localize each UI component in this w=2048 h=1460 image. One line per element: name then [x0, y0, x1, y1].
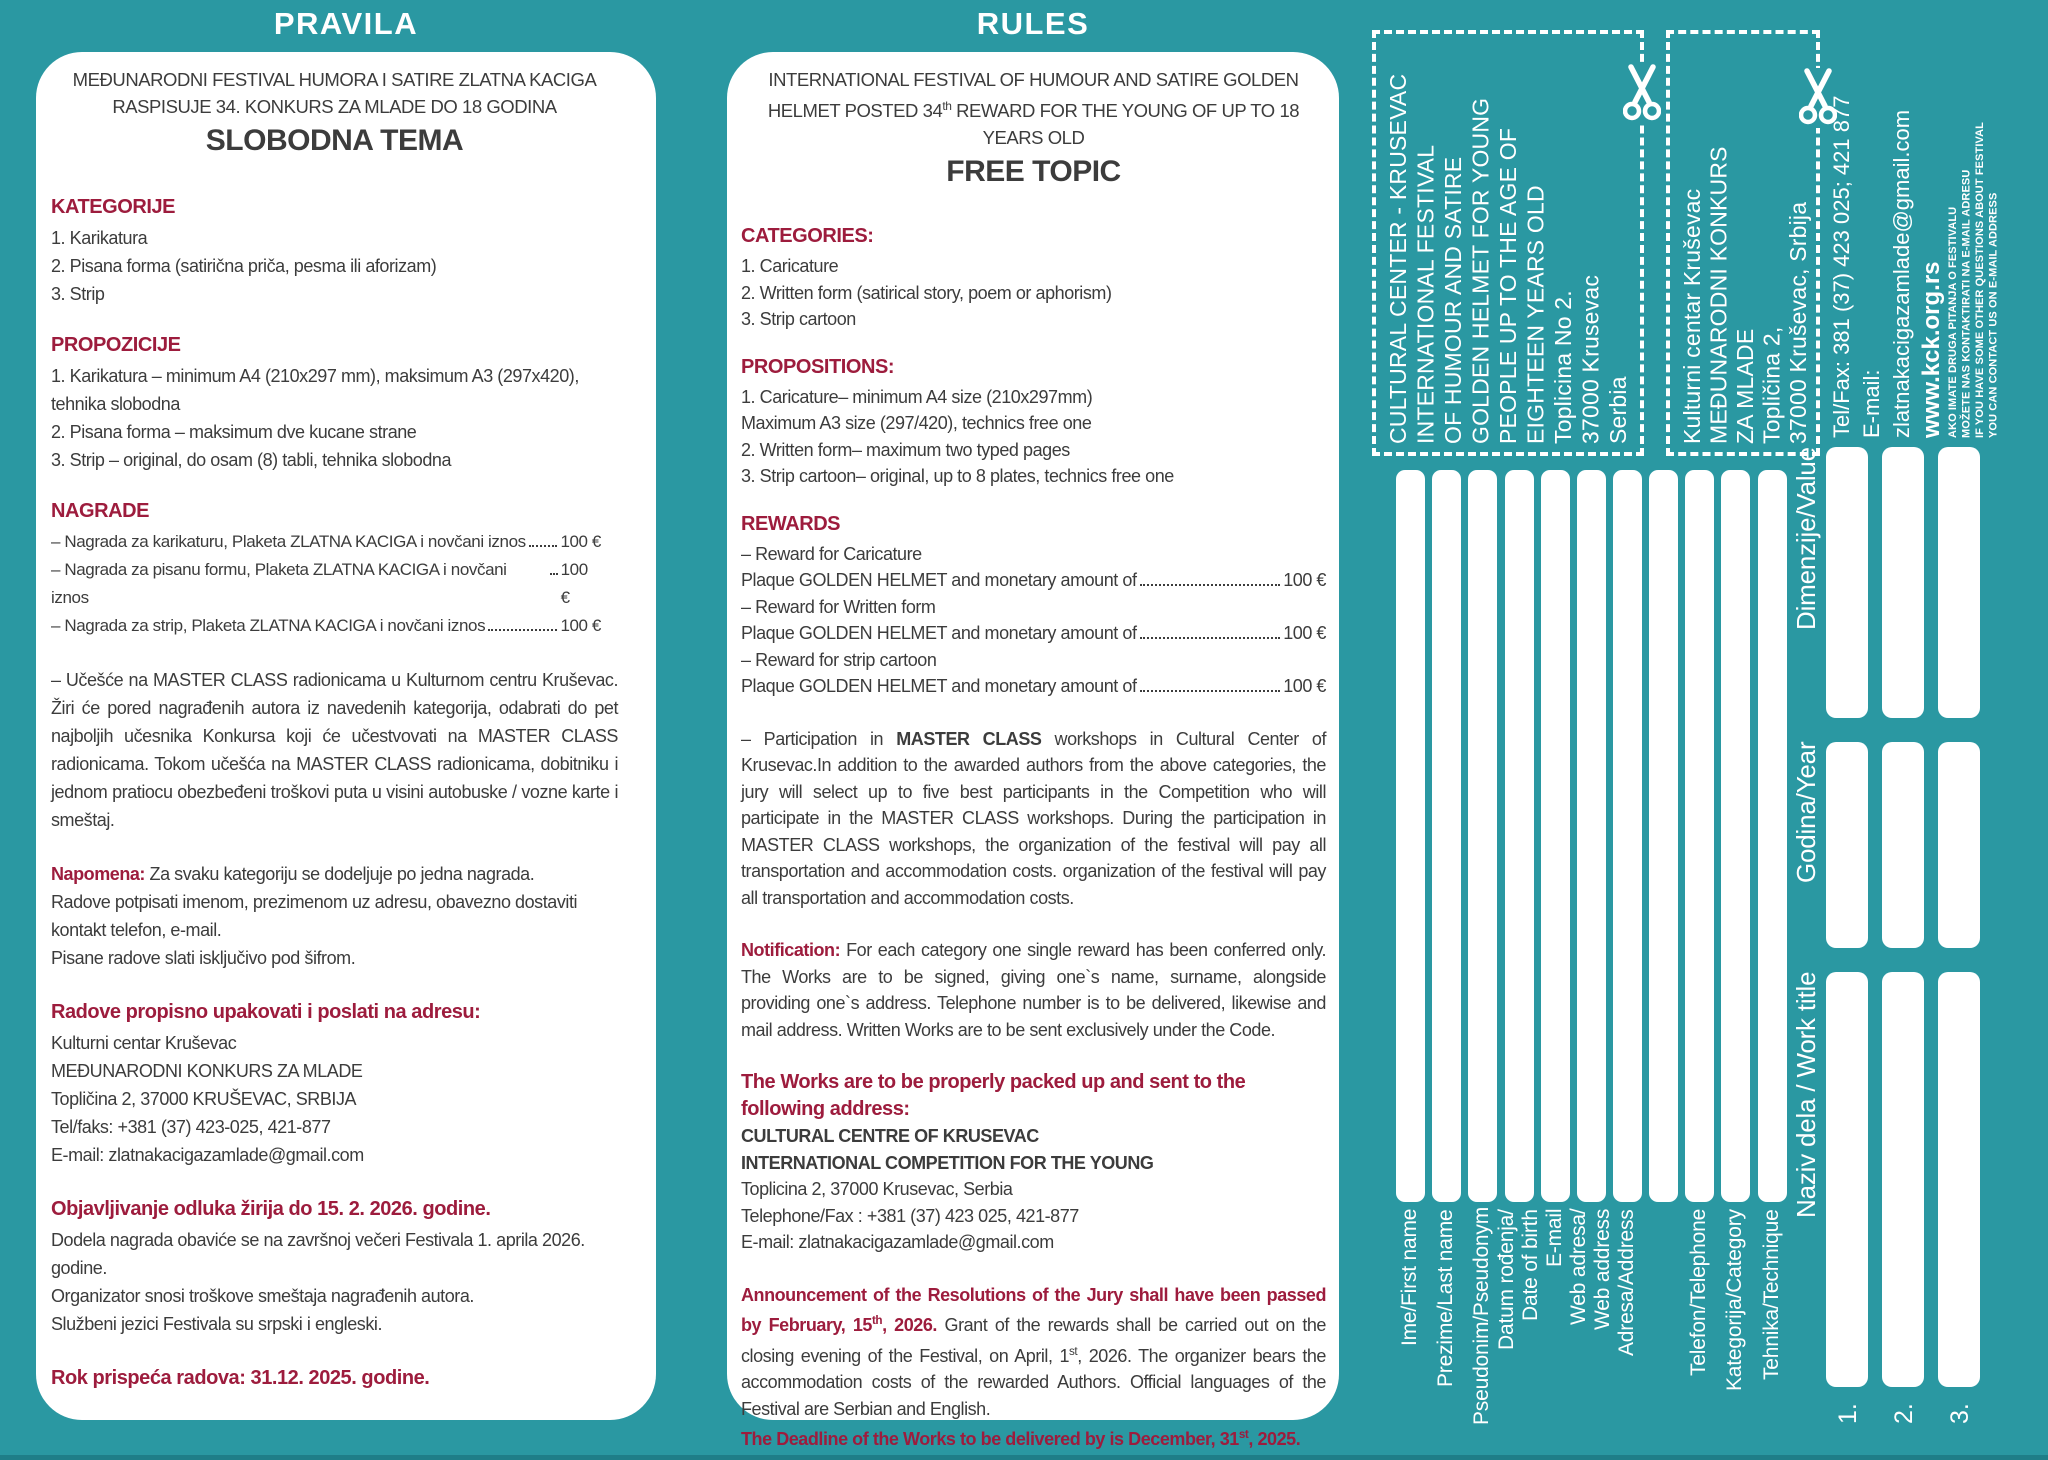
odluke-line: Dodela nagrada obaviće se na završnoj večeri Festivala 1. aprila 2026. godine.	[51, 1230, 585, 1278]
mailing-label-line: CULTURAL CENTER - KRUSEVAC	[1385, 73, 1411, 444]
mailing-label-line: Topličina 2,	[1758, 326, 1785, 444]
contact-note-line: AKO IMATE DRUGA PITANJA O FESTIVALU	[1947, 206, 1959, 438]
mailing-label-sr-text	[1670, 34, 1816, 452]
propositions-item: Maximum A3 size (297/420), technics free one	[741, 413, 1092, 434]
adresa-line: Topličina 2, 37000 KRUŠEVAC, SRBIJA	[51, 1089, 357, 1109]
rules-intro-line1: INTERNATIONAL FESTIVAL OF HUMOUR AND SATIRE GOLDEN	[768, 69, 1299, 90]
reward-text: Plaque GOLDEN HELMET and monetary amount of	[741, 570, 1137, 591]
napomena-line: Pisane radove slati isključivo pod šifrom.	[51, 948, 356, 968]
form-field-bar[interactable]	[1758, 470, 1787, 1202]
contact-website: www.kck.org.rs	[1918, 261, 1945, 438]
contact-tel: Tel/Fax: 381 (37) 423 025; 421 877	[1829, 95, 1854, 438]
notification-text: For each category one single reward has been conferred only. The Works are to be signed, giving one`s name, surname, alongside providing one`s address. Telephone number is to be delivered, likewise and mail address. Written Works are to be sent exclusively under the Code.	[741, 940, 1326, 1040]
contact-note-line: IF YOU HAVE SOME OTHER QUESTIONS ABOUT FESTIVAL	[1974, 122, 1986, 438]
ordinal-sup: th	[871, 1314, 883, 1328]
mailing-label-en-text	[1376, 34, 1640, 452]
mailing-label-line: Kulturni centar Kruševac	[1679, 188, 1705, 444]
nagrada-amount: 100 €	[560, 560, 588, 607]
propozicije-item: 3. Strip – original, do osam (8) tabli, tehnika slobodna	[51, 450, 452, 470]
form-field-label: Tehnika/Technique	[1760, 1209, 1783, 1380]
reward-line	[741, 567, 1326, 594]
ordinal-sup: st	[1069, 1344, 1078, 1358]
pravila-panel	[36, 52, 656, 1420]
deadline-line: The Deadline of the Works to be delivered by is December, 31st, 2025.	[741, 1428, 1301, 1450]
dot-leader	[550, 573, 558, 575]
works-address-line: Toplicina 2, 37000 Krusevac, Serbia	[741, 1179, 1013, 1200]
odluke-line: Službeni jezici Festivala su srpski i engleski.	[51, 1314, 382, 1334]
form-field-bar[interactable]	[1577, 470, 1606, 1202]
nagrada-text: – Nagrada za strip, Plaketa ZLATNA KACIGA i novčani iznos	[51, 616, 486, 635]
napomena-text: Za svaku kategoriju se dodeljuje po jedna nagrada.	[144, 864, 535, 884]
mailing-label-sr	[1666, 30, 1820, 456]
dot-leader	[529, 545, 558, 547]
contact-note-line: YOU CAN CONTACT US ON E-MAIL ADDRESS	[1987, 192, 2000, 438]
master-class-bold: MASTER CLASS	[896, 728, 1042, 749]
form-field-label: Adresa/Address	[1615, 1209, 1638, 1356]
reward-line	[741, 673, 1326, 700]
form-field-label: Telefon/Telephone	[1687, 1209, 1710, 1377]
work-entry-box[interactable]	[1882, 447, 1924, 718]
categories-item: 2. Written form (satirical story, poem or aphorism)	[741, 282, 1112, 303]
form-field-label: Prezime/Last name	[1434, 1209, 1457, 1387]
mailing-label-line: PEOPLE UP TO THE AGE OF	[1495, 127, 1521, 444]
reward-item: – Reward for Written form	[741, 596, 936, 617]
pravila-intro-line2: RASPISUJE 34. KONKURS ZA MLADE DO 18 GODINA	[112, 96, 557, 117]
mailing-label-line: MEĐUNARODNI KONKURS	[1705, 146, 1732, 444]
mailing-label-line: GOLDEN HELMET FOR YOUNG	[1467, 97, 1494, 444]
form-field-label: Kategorija/Category	[1723, 1209, 1746, 1391]
rules-intro-line3: YEARS OLD	[982, 127, 1085, 149]
ordinal-sup: st	[1238, 1428, 1249, 1442]
form-field-bar[interactable]	[1613, 470, 1642, 1202]
adresa-line: Kulturni centar Kruševac	[51, 1033, 237, 1053]
categories-heading: CATEGORIES:	[741, 225, 874, 248]
rok-heading: Rok prispeća radova: 31.12. 2025. godine.	[51, 1367, 430, 1389]
form-field-bar[interactable]	[1685, 470, 1714, 1202]
adresa-line: E-mail: zlatnakacigazamlade@gmail.com	[51, 1145, 364, 1165]
pravila-intro	[51, 66, 618, 162]
mailing-label-line: 37000 Kruševac, Srbija	[1785, 201, 1811, 444]
reward-item: – Reward for strip cartoon	[741, 649, 937, 670]
propositions-item: 2. Written form– maximum two typed pages	[741, 439, 1070, 460]
work-entry-box[interactable]	[1826, 972, 1868, 1387]
adresa-line: Tel/faks: +381 (37) 423-025, 421-877	[51, 1117, 331, 1137]
odluke-heading: Objavljivanje odluka žirija do 15. 2. 2026. godine.	[51, 1198, 491, 1220]
form-field-label: Datum rođenja/ Date of birth	[1495, 1209, 1542, 1350]
propositions-heading: PROPOSITIONS:	[741, 355, 895, 378]
notification-label: Notification:	[741, 940, 841, 961]
nagrada-amount: 100 €	[560, 616, 601, 635]
works-address-heading: The Works are to be properly packed up and sent to the following address:	[741, 1071, 1246, 1121]
nagrada-line	[51, 528, 601, 556]
rules-panel	[727, 52, 1339, 1450]
bottom-edge	[0, 1455, 2048, 1460]
nagrade-heading: NAGRADE	[51, 500, 149, 522]
work-entry-number: 1.	[1834, 1403, 1862, 1424]
mailing-label-line: Serbia	[1605, 376, 1631, 444]
napomena-line: Radove potpisati imenom, prezimenom uz adresu, obavezno dostaviti kontakt telefon, e-mail.	[51, 892, 578, 940]
odluke-line: Organizator snosi troškove smeštaja nagrađenih autora.	[51, 1286, 474, 1306]
mailing-label-line: Toplicina No 2.	[1550, 290, 1576, 444]
pravila-header: PRAVILA	[273, 6, 419, 41]
contact-block	[1827, 36, 2000, 438]
form-field-bar[interactable]	[1541, 470, 1570, 1202]
nagrada-line	[51, 556, 601, 612]
categories-item: 3. Strip cartoon	[741, 309, 856, 330]
propozicije-heading: PROPOZICIJE	[51, 334, 181, 356]
mailing-label-line: INTERNATIONAL FESTIVAL	[1412, 144, 1439, 444]
work-grid-label: Godina/Year	[1791, 742, 1821, 884]
form-field-label: Ime/First name	[1398, 1209, 1421, 1347]
rules-intro	[741, 66, 1326, 193]
work-entry-box[interactable]	[1882, 972, 1924, 1387]
dot-leader	[1140, 637, 1281, 639]
adresa-line: MEĐUNARODNI KONKURS ZA MLADE	[51, 1061, 363, 1081]
dot-leader	[488, 629, 557, 631]
announcement-paragraph: Announcement of the Resolutions of the Jury shall have been passed by February, 15th, 2026. Grant of the rewards shall be carried out on the closing evening of the Festival, on April, 1st, 2026. The organizer bears the accommodation costs of the rewarded Authors. Official languages of the Festival are Serbian and English.	[741, 1284, 1326, 1419]
nagrada-text: – Nagrada za pisanu formu, Plaketa ZLATNA KACIGA i novčani iznos	[51, 560, 507, 607]
propozicije-item: 2. Pisana forma – maksimum dve kucane strane	[51, 422, 417, 442]
napomena-label: Napomena:	[51, 864, 145, 884]
form-field-bar[interactable]	[1468, 470, 1497, 1202]
contact-note-line: MOŽETE NAS KONTAKTIRATI NA E-MAIL ADRESU	[1960, 169, 1973, 438]
propositions-item: 3. Strip cartoon– original, up to 8 plates, technics free one	[741, 466, 1174, 487]
mailing-label-line: 37000 Krusevac	[1577, 274, 1604, 444]
propositions-item: 1. Caricature– minimum A4 size (210x297mm)	[741, 386, 1093, 407]
mailing-label-en	[1372, 30, 1644, 456]
ordinal-sup: th	[942, 99, 952, 113]
participation-paragraph: – Participation in MASTER CLASS workshops in Cultural Center of Krusevac.In addition to the awarded authors from the above categories, the jury will select up to five best participants in the Competition who will participate in the MASTER CLASS workshops. During the participation in MASTER CLASS workshops, the organization of the festival will pay all transportation and accommodation costs. organization of the festival will pay all transportation and accommodation costs.	[741, 728, 1327, 908]
form-field-label: Web adresa/ Web address	[1567, 1209, 1614, 1331]
pravila-theme-title: SLOBODNA TEMA	[205, 124, 464, 157]
nagrada-text: – Nagrada za karikaturu, Plaketa ZLATNA KACIGA i novčani iznos	[51, 532, 526, 551]
work-grid-label: Dimenzije/Value	[1791, 447, 1821, 630]
propozicije-item: 1. Karikatura – minimum A4 (210x297 mm), maksimum A3 (297x420), tehnika slobodna	[51, 366, 579, 414]
works-address-org: INTERNATIONAL COMPETITION FOR THE YOUNG	[741, 1152, 1154, 1173]
work-entry-number: 2.	[1890, 1403, 1918, 1424]
works-address-line: E-mail: zlatnakacigazamlade@gmail.com	[741, 1232, 1054, 1253]
rewards-heading: REWARDS	[741, 512, 841, 535]
form-field-bar[interactable]	[1505, 470, 1534, 1202]
work-entry-box[interactable]	[1938, 742, 1980, 948]
scissors-icon	[1623, 64, 1661, 124]
work-entry-box[interactable]	[1826, 447, 1868, 718]
rules-intro-line2: HELMET POSTED 34th REWARD FOR THE YOUNG OF UP TO 18	[767, 99, 1300, 122]
form-field-bar[interactable]	[1432, 470, 1461, 1202]
mailing-label-line: EIGHTEEN YEARS OLD	[1522, 185, 1549, 444]
work-entry-number: 3.	[1946, 1403, 1974, 1424]
categories-item: 1. Caricature	[741, 256, 839, 277]
form-field-label: Pseudonim/Pseudonym	[1470, 1207, 1493, 1425]
reward-text: Plaque GOLDEN HELMET and monetary amount of	[741, 623, 1137, 644]
form-field-bar[interactable]	[1396, 470, 1425, 1202]
reward-amount: 100 €	[1283, 623, 1326, 644]
master-class-paragraph: – Učešće na MASTER CLASS radionicama u Kulturnom centru Kruševac. Žiri će pored nagrađenih autora iz navedenih kategorija, odabrati do pet najboljih učesnika Konkursa koji će učestvovati na MASTER CLASS radionicama. Tokom učešća na MASTER CLASS radionicama, dobitniku i jednom pratiocu obezbeđeni troškovi puta u visini autobuske / vozne karte i smeštaj.	[51, 670, 618, 830]
adresa-heading: Radove propisno upakovati i poslati na adresu:	[51, 1001, 481, 1023]
kategorije-item: 3. Strip	[51, 284, 105, 304]
work-entry-box[interactable]	[1938, 447, 1980, 718]
reward-line	[741, 620, 1326, 647]
napomena-paragraph	[51, 860, 618, 888]
notification-paragraph	[741, 937, 1326, 1043]
rules-topic-title: FREE TOPIC	[946, 155, 1121, 189]
work-entry-box[interactable]	[1938, 972, 1980, 1387]
mailing-label-line: ZA MLADE	[1732, 328, 1758, 444]
work-entry-box[interactable]	[1882, 742, 1924, 948]
reward-amount: 100 €	[1283, 676, 1326, 697]
work-grid-label: Naziv dela / Work title	[1791, 972, 1821, 1219]
reward-text: Plaque GOLDEN HELMET and monetary amount of	[741, 676, 1137, 697]
nagrada-line	[51, 612, 601, 640]
dot-leader	[1140, 584, 1281, 586]
reward-amount: 100 €	[1283, 570, 1326, 591]
works-address-org: CULTURAL CENTRE OF KRUSEVAC	[741, 1126, 1039, 1147]
reward-item: – Reward for Caricature	[741, 543, 922, 564]
rules-header: RULES	[976, 6, 1090, 41]
form-field-bar[interactable]	[1721, 470, 1750, 1202]
form-field-bar[interactable]	[1649, 470, 1678, 1202]
dot-leader	[1140, 690, 1281, 692]
works-address-line: Telephone/Fax : +381 (37) 423 025, 421-877	[741, 1205, 1079, 1226]
nagrada-amount: 100 €	[560, 532, 601, 551]
kategorije-item: 1. Karikatura	[51, 228, 148, 248]
kategorije-heading: KATEGORIJE	[51, 196, 176, 218]
mailing-label-line: OF HUMOUR AND SATIRE	[1440, 156, 1466, 444]
form-field-label: E-mail	[1543, 1209, 1566, 1268]
pravila-intro-line1: MEĐUNARODNI FESTIVAL HUMORA I SATIRE ZLATNA KACIGA	[72, 69, 597, 90]
kategorije-item: 2. Pisana forma (satirična priča, pesma ili aforizam)	[51, 256, 437, 276]
contact-email: E-mail: zlatnakacigazamlade@gmail.com	[1859, 109, 1914, 438]
work-entry-box[interactable]	[1826, 742, 1868, 948]
